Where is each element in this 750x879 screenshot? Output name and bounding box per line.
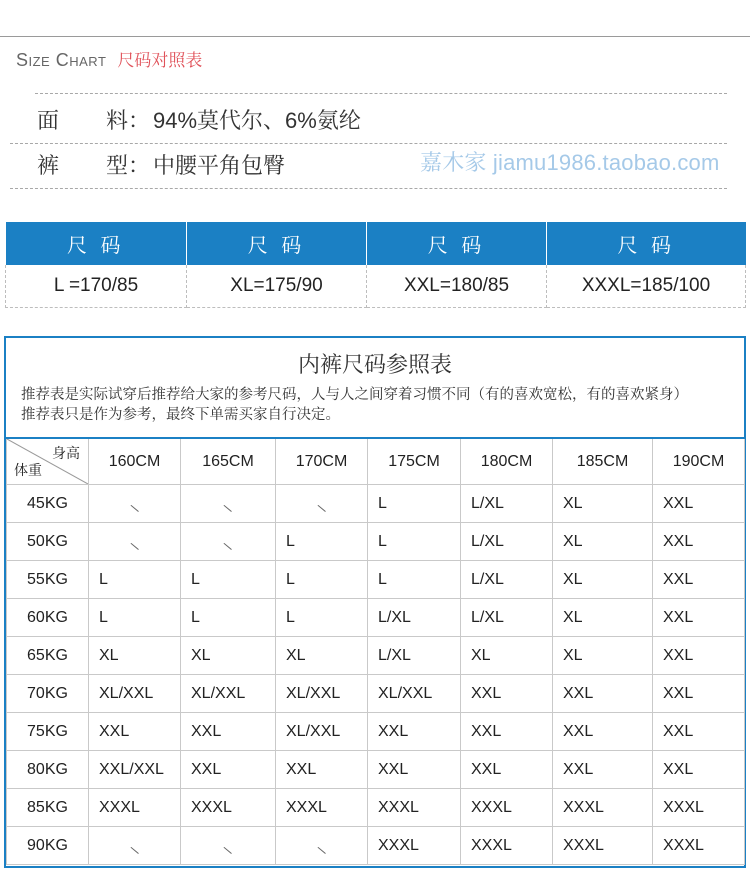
fabric-label-char-1: 面 xyxy=(37,108,60,133)
size-recommendation-cell: XL/XXL xyxy=(276,675,368,713)
size-recommendation-cell: XXXL xyxy=(368,789,461,827)
size-table-header-row xyxy=(6,222,746,265)
not-applicable-mark: \ xyxy=(128,842,141,858)
size-recommendation-cell: XXL xyxy=(181,751,276,789)
height-header: 190CM xyxy=(653,438,745,485)
weight-label: 50KG xyxy=(7,523,89,561)
size-value-cell: XXL=180/85 xyxy=(367,265,547,308)
size-cell-not-applicable xyxy=(89,523,181,561)
size-recommendation-cell: L xyxy=(368,561,461,599)
size-table-value-row xyxy=(6,265,746,308)
weight-row xyxy=(7,523,745,561)
weight-row xyxy=(7,675,745,713)
size-recommendation-cell: L xyxy=(89,599,181,637)
size-recommendation-cell: XL xyxy=(553,561,653,599)
size-recommendation-cell: L/XL xyxy=(368,599,461,637)
not-applicable-mark: \ xyxy=(315,842,328,858)
weight-label: 65KG xyxy=(7,637,89,675)
size-recommendation-cell: XXL xyxy=(653,637,745,675)
weight-label: 75KG xyxy=(7,713,89,751)
size-recommendation-cell: XL/XXL xyxy=(181,675,276,713)
size-recommendation-cell: L/XL xyxy=(461,599,553,637)
size-recommendation-cell: XL xyxy=(461,637,553,675)
size-header-cell: 尺 码 xyxy=(187,222,367,265)
weight-label: 55KG xyxy=(7,561,89,599)
size-recommendation-cell: L xyxy=(368,485,461,523)
size-recommendation-cell: XXL xyxy=(89,713,181,751)
dashed-divider xyxy=(10,188,727,189)
size-chart-heading xyxy=(16,46,202,71)
size-cell-not-applicable xyxy=(89,485,181,523)
type-label-char-2: 型： xyxy=(106,153,151,178)
top-divider xyxy=(0,36,750,37)
size-recommendation-cell: XXL xyxy=(461,675,553,713)
size-recommendation-cell: XXXL xyxy=(553,827,653,865)
size-recommendation-cell: XXL xyxy=(653,485,745,523)
size-recommendation-cell: L xyxy=(276,599,368,637)
size-recommendation-cell: XXXL xyxy=(368,827,461,865)
not-applicable-mark: \ xyxy=(128,538,141,554)
recommendation-note-2: 推荐表只是作为参考，最终下单需买家自行决定。 xyxy=(21,407,340,423)
height-header: 165CM xyxy=(181,438,276,485)
size-recommendation-cell: L xyxy=(368,523,461,561)
weight-label: 90KG xyxy=(7,827,89,865)
size-recommendation-cell: XXL/XXL xyxy=(89,751,181,789)
size-recommendation-cell: L xyxy=(181,561,276,599)
size-recommendation-cell: XXL xyxy=(461,713,553,751)
size-cell-not-applicable xyxy=(276,485,368,523)
size-value-cell: XXXL=185/100 xyxy=(547,265,746,308)
size-recommendation-cell: XXXL xyxy=(181,789,276,827)
size-value-cell: L =170/85 xyxy=(6,265,187,308)
size-recommendation-cell: XL xyxy=(553,485,653,523)
dashed-divider xyxy=(10,143,727,144)
recommendation-note-1: 推荐表是实际试穿后推荐给大家的参考尺码，人与人之间穿着习惯不同（有的喜欢宽松，有的喜欢紧身） xyxy=(21,387,688,403)
size-recommendation-cell: L/XL xyxy=(461,523,553,561)
height-header: 185CM xyxy=(553,438,653,485)
height-header: 170CM xyxy=(276,438,368,485)
size-recommendation-cell: L/XL xyxy=(461,561,553,599)
size-recommendation-cell: XL xyxy=(181,637,276,675)
size-recommendation-cell: XL xyxy=(276,637,368,675)
weight-row xyxy=(7,713,745,751)
fabric-value: 94%莫代尔、6%氨纶 xyxy=(153,108,361,133)
height-header: 180CM xyxy=(461,438,553,485)
size-cell-not-applicable xyxy=(181,523,276,561)
size-recommendation-cell: L xyxy=(276,523,368,561)
size-recommendation-cell: XXL xyxy=(653,713,745,751)
corner-header-cell xyxy=(7,438,89,485)
size-recommendation-cell: XXXL xyxy=(89,789,181,827)
recommendation-body xyxy=(7,485,745,865)
weight-label: 80KG xyxy=(7,751,89,789)
size-recommendation-cell: XXL xyxy=(653,751,745,789)
height-header: 160CM xyxy=(89,438,181,485)
height-axis-label: 身高 xyxy=(52,445,80,461)
size-recommendation-cell: XXL xyxy=(276,751,368,789)
size-header-cell: 尺 码 xyxy=(547,222,746,265)
size-recommendation-cell: L xyxy=(276,561,368,599)
size-recommendation-cell: XXL xyxy=(553,713,653,751)
weight-axis-label: 体重 xyxy=(14,462,42,478)
size-recommendation-cell: XL/XXL xyxy=(89,675,181,713)
weight-label: 70KG xyxy=(7,675,89,713)
height-header: 175CM xyxy=(368,438,461,485)
size-recommendation-cell: XXL xyxy=(368,751,461,789)
weight-row xyxy=(7,599,745,637)
size-recommendation-cell: XXL xyxy=(553,675,653,713)
size-recommendation-cell: XXL xyxy=(653,561,745,599)
type-label-char-1: 裤 xyxy=(37,153,60,178)
size-recommendation-cell: XXXL xyxy=(553,789,653,827)
size-recommendation-cell: XXL xyxy=(461,751,553,789)
shop-watermark: 嘉木家 jiamu1986.taobao.com xyxy=(420,150,720,175)
size-table xyxy=(5,222,746,308)
size-recommendation-cell: XXL xyxy=(653,675,745,713)
dashed-divider xyxy=(35,93,727,94)
size-recommendation-cell: XXXL xyxy=(653,789,745,827)
not-applicable-mark: \ xyxy=(315,500,328,516)
size-recommendation-cell: XXL xyxy=(368,713,461,751)
weight-label: 60KG xyxy=(7,599,89,637)
recommendation-table xyxy=(6,437,745,865)
fabric-label-char-2: 料： xyxy=(106,108,151,133)
size-recommendation-cell: XXXL xyxy=(653,827,745,865)
not-applicable-mark: \ xyxy=(222,500,234,516)
size-recommendation-cell: XL xyxy=(553,637,653,675)
size-recommendation-cell: XL xyxy=(553,599,653,637)
weight-row xyxy=(7,561,745,599)
weight-row xyxy=(7,751,745,789)
size-header-cell: 尺 码 xyxy=(367,222,547,265)
size-recommendation-cell: XXL xyxy=(181,713,276,751)
not-applicable-mark: \ xyxy=(128,500,141,516)
size-recommendation-cell: XL/XXL xyxy=(276,713,368,751)
size-value-cell: XL=175/90 xyxy=(187,265,367,308)
size-header-cell: 尺 码 xyxy=(6,222,187,265)
size-cell-not-applicable xyxy=(181,485,276,523)
size-recommendation-cell: L/XL xyxy=(368,637,461,675)
size-recommendation-cell: XXL xyxy=(653,599,745,637)
weight-row xyxy=(7,827,745,865)
not-applicable-mark: \ xyxy=(222,842,234,858)
size-recommendation-cell: L xyxy=(181,599,276,637)
type-value: 中腰平角包臀 xyxy=(153,153,286,178)
size-cell-not-applicable xyxy=(276,827,368,865)
title-english: Size Chart xyxy=(16,50,107,70)
size-recommendation-cell: L xyxy=(89,561,181,599)
size-recommendation-cell: XXL xyxy=(553,751,653,789)
weight-row xyxy=(7,637,745,675)
size-recommendation-cell: L/XL xyxy=(461,485,553,523)
size-cell-not-applicable xyxy=(89,827,181,865)
size-recommendation-cell: XXXL xyxy=(461,827,553,865)
size-recommendation-cell: XXL xyxy=(653,523,745,561)
size-recommendation-cell: XL/XXL xyxy=(368,675,461,713)
size-recommendation-cell: XL xyxy=(89,637,181,675)
size-recommendation-cell: XXXL xyxy=(276,789,368,827)
size-recommendation-cell: XXXL xyxy=(461,789,553,827)
recommendation-title: 内裤尺码参照表 xyxy=(297,352,452,377)
weight-row xyxy=(7,789,745,827)
height-header-row xyxy=(7,438,745,485)
size-cell-not-applicable xyxy=(181,827,276,865)
not-applicable-mark: \ xyxy=(222,538,234,554)
weight-label: 85KG xyxy=(7,789,89,827)
title-chinese: 尺码对照表 xyxy=(117,51,203,70)
weight-row xyxy=(7,485,745,523)
size-recommendation-cell: XL xyxy=(553,523,653,561)
weight-label: 45KG xyxy=(7,485,89,523)
